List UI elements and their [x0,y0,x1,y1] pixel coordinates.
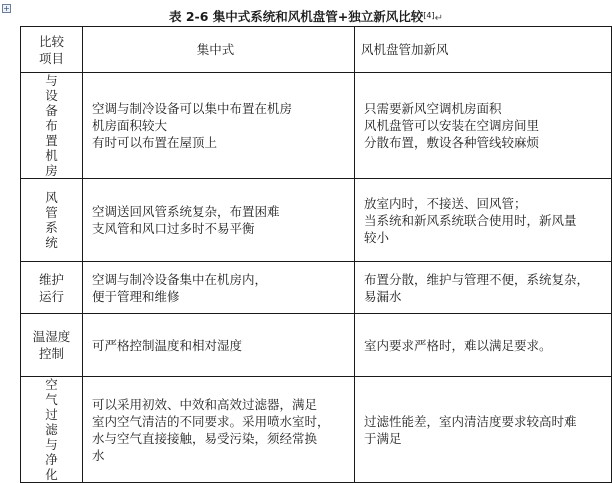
cell-central [83,73,355,179]
cell-line: 机房面积较大 [92,118,168,133]
cell-fancoil [355,73,612,179]
cell-line: 分散布置，敷设各种管线较麻烦 [364,135,540,150]
cell-line: 支风管和风口过多时不易平衡 [92,221,255,236]
table-row [21,314,612,377]
table-row [21,179,612,262]
cell-fancoil [355,314,612,377]
cell-line: 布置分散，维护与管理不便，系统复杂， [364,271,590,287]
cell-line: 有时可以布置在屋顶上 [92,135,218,150]
header-compare-line2: 项目 [38,50,64,66]
filtration-label-wrap [21,377,82,482]
table-row [21,262,612,314]
row-label-ducts [21,179,83,262]
comparison-table [20,26,612,483]
cell-fancoil [355,377,612,483]
cell-line: 室内要求严格时，难以满足要求。 [364,337,552,353]
row-label-text: 温湿度控制 [32,329,71,361]
row-label-text: 维护运行 [38,271,64,304]
cell-central [83,314,355,377]
cell-line: 便于管理和维修 [92,288,180,304]
row-label-machine-room [21,73,83,179]
cell-line: 只需要新风空调机房面积 [364,101,502,116]
header-compare-line1: 比较 [38,33,64,49]
header-fancoil: 风机盘管加新风 [355,27,612,73]
row-label-text: 与设备布置机房 [45,73,58,178]
cell-line: 水与空气直接接触，易受污染，须经常换 [92,430,318,446]
table-move-handle-icon[interactable]: + [3,4,10,13]
header-compare-item [21,27,83,73]
cell-line: 室内空气清洁的不同要求。采用喷水室时， [92,413,330,429]
header-central: 集中式 [83,27,355,73]
cell-line: 空调送回风管系统复杂，布置困难 [92,204,280,219]
machine-room-label-wrap [21,73,82,178]
table-row [21,73,612,179]
row-label-temp-humidity [21,314,83,377]
cell-line: 风机盘管可以安装在空调房间里 [364,118,540,133]
cell-line: 空调与制冷设备可以集中布置在机房 [92,101,293,116]
cell-line: 当系统和新风系统联合使用时，新风量 [364,212,577,228]
cell-line: 易漏水 [364,288,402,304]
cell-central [83,179,355,262]
table-header-row [21,27,612,73]
row-label-text: 空气过滤与净化 [45,377,58,482]
cell-central [83,377,355,483]
caption-reference: [4] [423,11,435,20]
cell-line: 于满足 [364,430,402,446]
cell-fancoil [355,179,612,262]
row-label-maintenance [21,262,83,314]
caption-title: 表 2-6 集中式系统和风机盘管+独立新风比较 [169,9,424,24]
cell-line: 放室内时，不接送、回风管； [364,195,527,211]
cell-line: 空调与制冷设备集中在机房内， [92,271,268,287]
row-label-filtration [21,377,83,483]
cell-line: 过滤性能差，室内清洁度要求较高时难 [364,413,577,429]
cell-line: 较小 [364,229,390,245]
table-caption [0,9,612,27]
cell-line: 可以采用初效、中效和高效过滤器，满足 [92,396,318,412]
paragraph-mark: ↵ [434,13,443,24]
table-row [21,377,612,483]
cell-fancoil [355,262,612,314]
ducts-label-wrap [21,179,82,261]
row-label-text: 风管系统 [45,190,58,250]
cell-central [83,262,355,314]
cell-line: 可严格控制温度和相对湿度 [92,337,243,353]
cell-line: 水 [92,447,105,463]
